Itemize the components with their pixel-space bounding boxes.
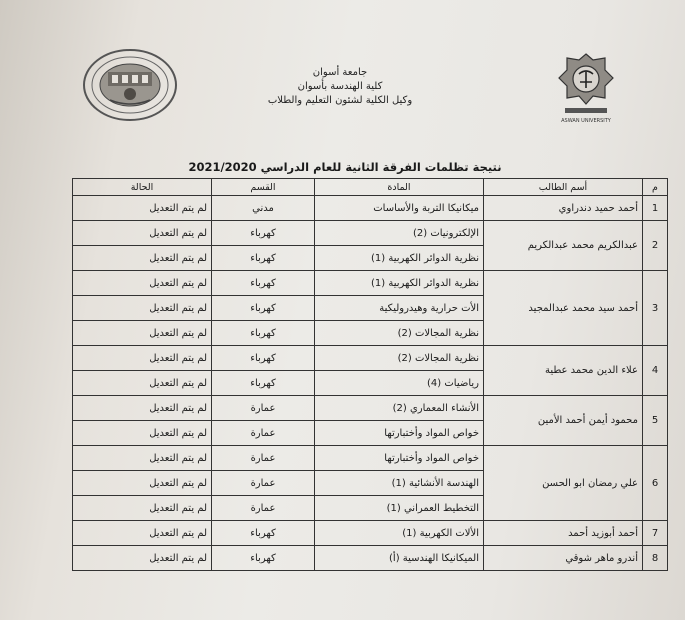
table-row <box>73 196 668 221</box>
student-name: علي رمضان ابو الحسن <box>484 446 643 521</box>
university-logo <box>553 50 619 130</box>
table-row <box>73 346 668 371</box>
subject-name: الألات الكهربية (1) <box>315 521 484 546</box>
appeal-status: لم يتم التعديل <box>73 446 212 471</box>
table-row <box>73 221 668 246</box>
subject-name: الميكانيكا الهندسية (أ) <box>315 546 484 571</box>
student-name: أندرو ماهر شوقي <box>484 546 643 571</box>
student-number: 3 <box>643 271 668 346</box>
student-name: أحمد سيد محمد عبدالمجيد <box>484 271 643 346</box>
student-number: 5 <box>643 396 668 446</box>
document-title: نتيجة تظلمات الفرقة الثانية للعام الدراسي 2021/2020 <box>188 160 502 174</box>
department: مدني <box>212 196 315 221</box>
department: كهرباء <box>212 246 315 271</box>
appeal-status: لم يتم التعديل <box>73 396 212 421</box>
department: عمارة <box>212 446 315 471</box>
university-name: جامعة أسوان <box>312 67 368 78</box>
subject-name: خواص المواد وأختبارتها <box>315 421 484 446</box>
table-row <box>73 546 668 571</box>
student-number: 7 <box>643 521 668 546</box>
student-name: علاء الدين محمد عطية <box>484 346 643 396</box>
appeal-status: لم يتم التعديل <box>73 521 212 546</box>
subject-name: الإلكترونيات (2) <box>315 221 484 246</box>
subject-name: الأنشاء المعماري (2) <box>315 396 484 421</box>
student-number: 2 <box>643 221 668 271</box>
student-number: 8 <box>643 546 668 571</box>
header-subject: المادة <box>315 179 484 196</box>
student-name: عبدالكريم محمد عبدالكريم <box>484 221 643 271</box>
appeals-results-table <box>72 178 668 571</box>
department: عمارة <box>212 471 315 496</box>
department: كهرباء <box>212 271 315 296</box>
department: كهرباء <box>212 321 315 346</box>
subject-name: نظرية الدوائر الكهربية (1) <box>315 246 484 271</box>
subject-name: رياضيات (4) <box>315 371 484 396</box>
appeal-status: لم يتم التعديل <box>73 496 212 521</box>
table-body <box>73 196 668 571</box>
student-name: محمود أيمن أحمد الأمين <box>484 396 643 446</box>
header-num: م <box>643 179 668 196</box>
university-logo-caption: ASWAN UNIVERSITY <box>561 118 611 124</box>
table-row <box>73 271 668 296</box>
table-row <box>73 521 668 546</box>
subject-name: نظرية الدوائر الكهربية (1) <box>315 271 484 296</box>
student-number: 1 <box>643 196 668 221</box>
department: كهرباء <box>212 371 315 396</box>
subject-name: ميكانيكا التربة والأساسات <box>315 196 484 221</box>
appeal-status: لم يتم التعديل <box>73 371 212 396</box>
subject-name: الهندسة الأنشائية (1) <box>315 471 484 496</box>
department: كهرباء <box>212 346 315 371</box>
faculty-seal-logo <box>82 48 178 122</box>
subject-name: الأت حرارية وهيدروليكية <box>315 296 484 321</box>
appeal-status: لم يتم التعديل <box>73 221 212 246</box>
subject-name: نظرية المجالات (2) <box>315 321 484 346</box>
appeal-status: لم يتم التعديل <box>73 346 212 371</box>
header-dept: القسم <box>212 179 315 196</box>
appeal-status: لم يتم التعديل <box>73 196 212 221</box>
faculty-name: كلية الهندسة بأسوان <box>297 81 383 92</box>
office-name: وكيل الكلية لشئون التعليم والطلاب <box>267 95 413 106</box>
appeal-status: لم يتم التعديل <box>73 546 212 571</box>
department: عمارة <box>212 496 315 521</box>
department: كهرباء <box>212 221 315 246</box>
appeal-status: لم يتم التعديل <box>73 296 212 321</box>
student-name: أحمد حميد دندراوي <box>484 196 643 221</box>
department: كهرباء <box>212 546 315 571</box>
student-number: 4 <box>643 346 668 396</box>
appeal-status: لم يتم التعديل <box>73 321 212 346</box>
table-row <box>73 396 668 421</box>
appeal-status: لم يتم التعديل <box>73 271 212 296</box>
appeal-status: لم يتم التعديل <box>73 246 212 271</box>
appeal-status: لم يتم التعديل <box>73 471 212 496</box>
student-number: 6 <box>643 446 668 521</box>
table-header-row <box>73 179 668 196</box>
subject-name: التخطيط العمراني (1) <box>315 496 484 521</box>
table-row <box>73 446 668 471</box>
department: كهرباء <box>212 521 315 546</box>
subject-name: خواص المواد وأختبارتها <box>315 446 484 471</box>
department: عمارة <box>212 396 315 421</box>
header-status: الحالة <box>73 179 212 196</box>
document-header <box>200 66 480 108</box>
department: كهرباء <box>212 296 315 321</box>
header-student: أسم الطالب <box>484 179 643 196</box>
appeal-status: لم يتم التعديل <box>73 421 212 446</box>
department: عمارة <box>212 421 315 446</box>
subject-name: نظرية المجالات (2) <box>315 346 484 371</box>
student-name: أحمد أبوزيد أحمد <box>484 521 643 546</box>
